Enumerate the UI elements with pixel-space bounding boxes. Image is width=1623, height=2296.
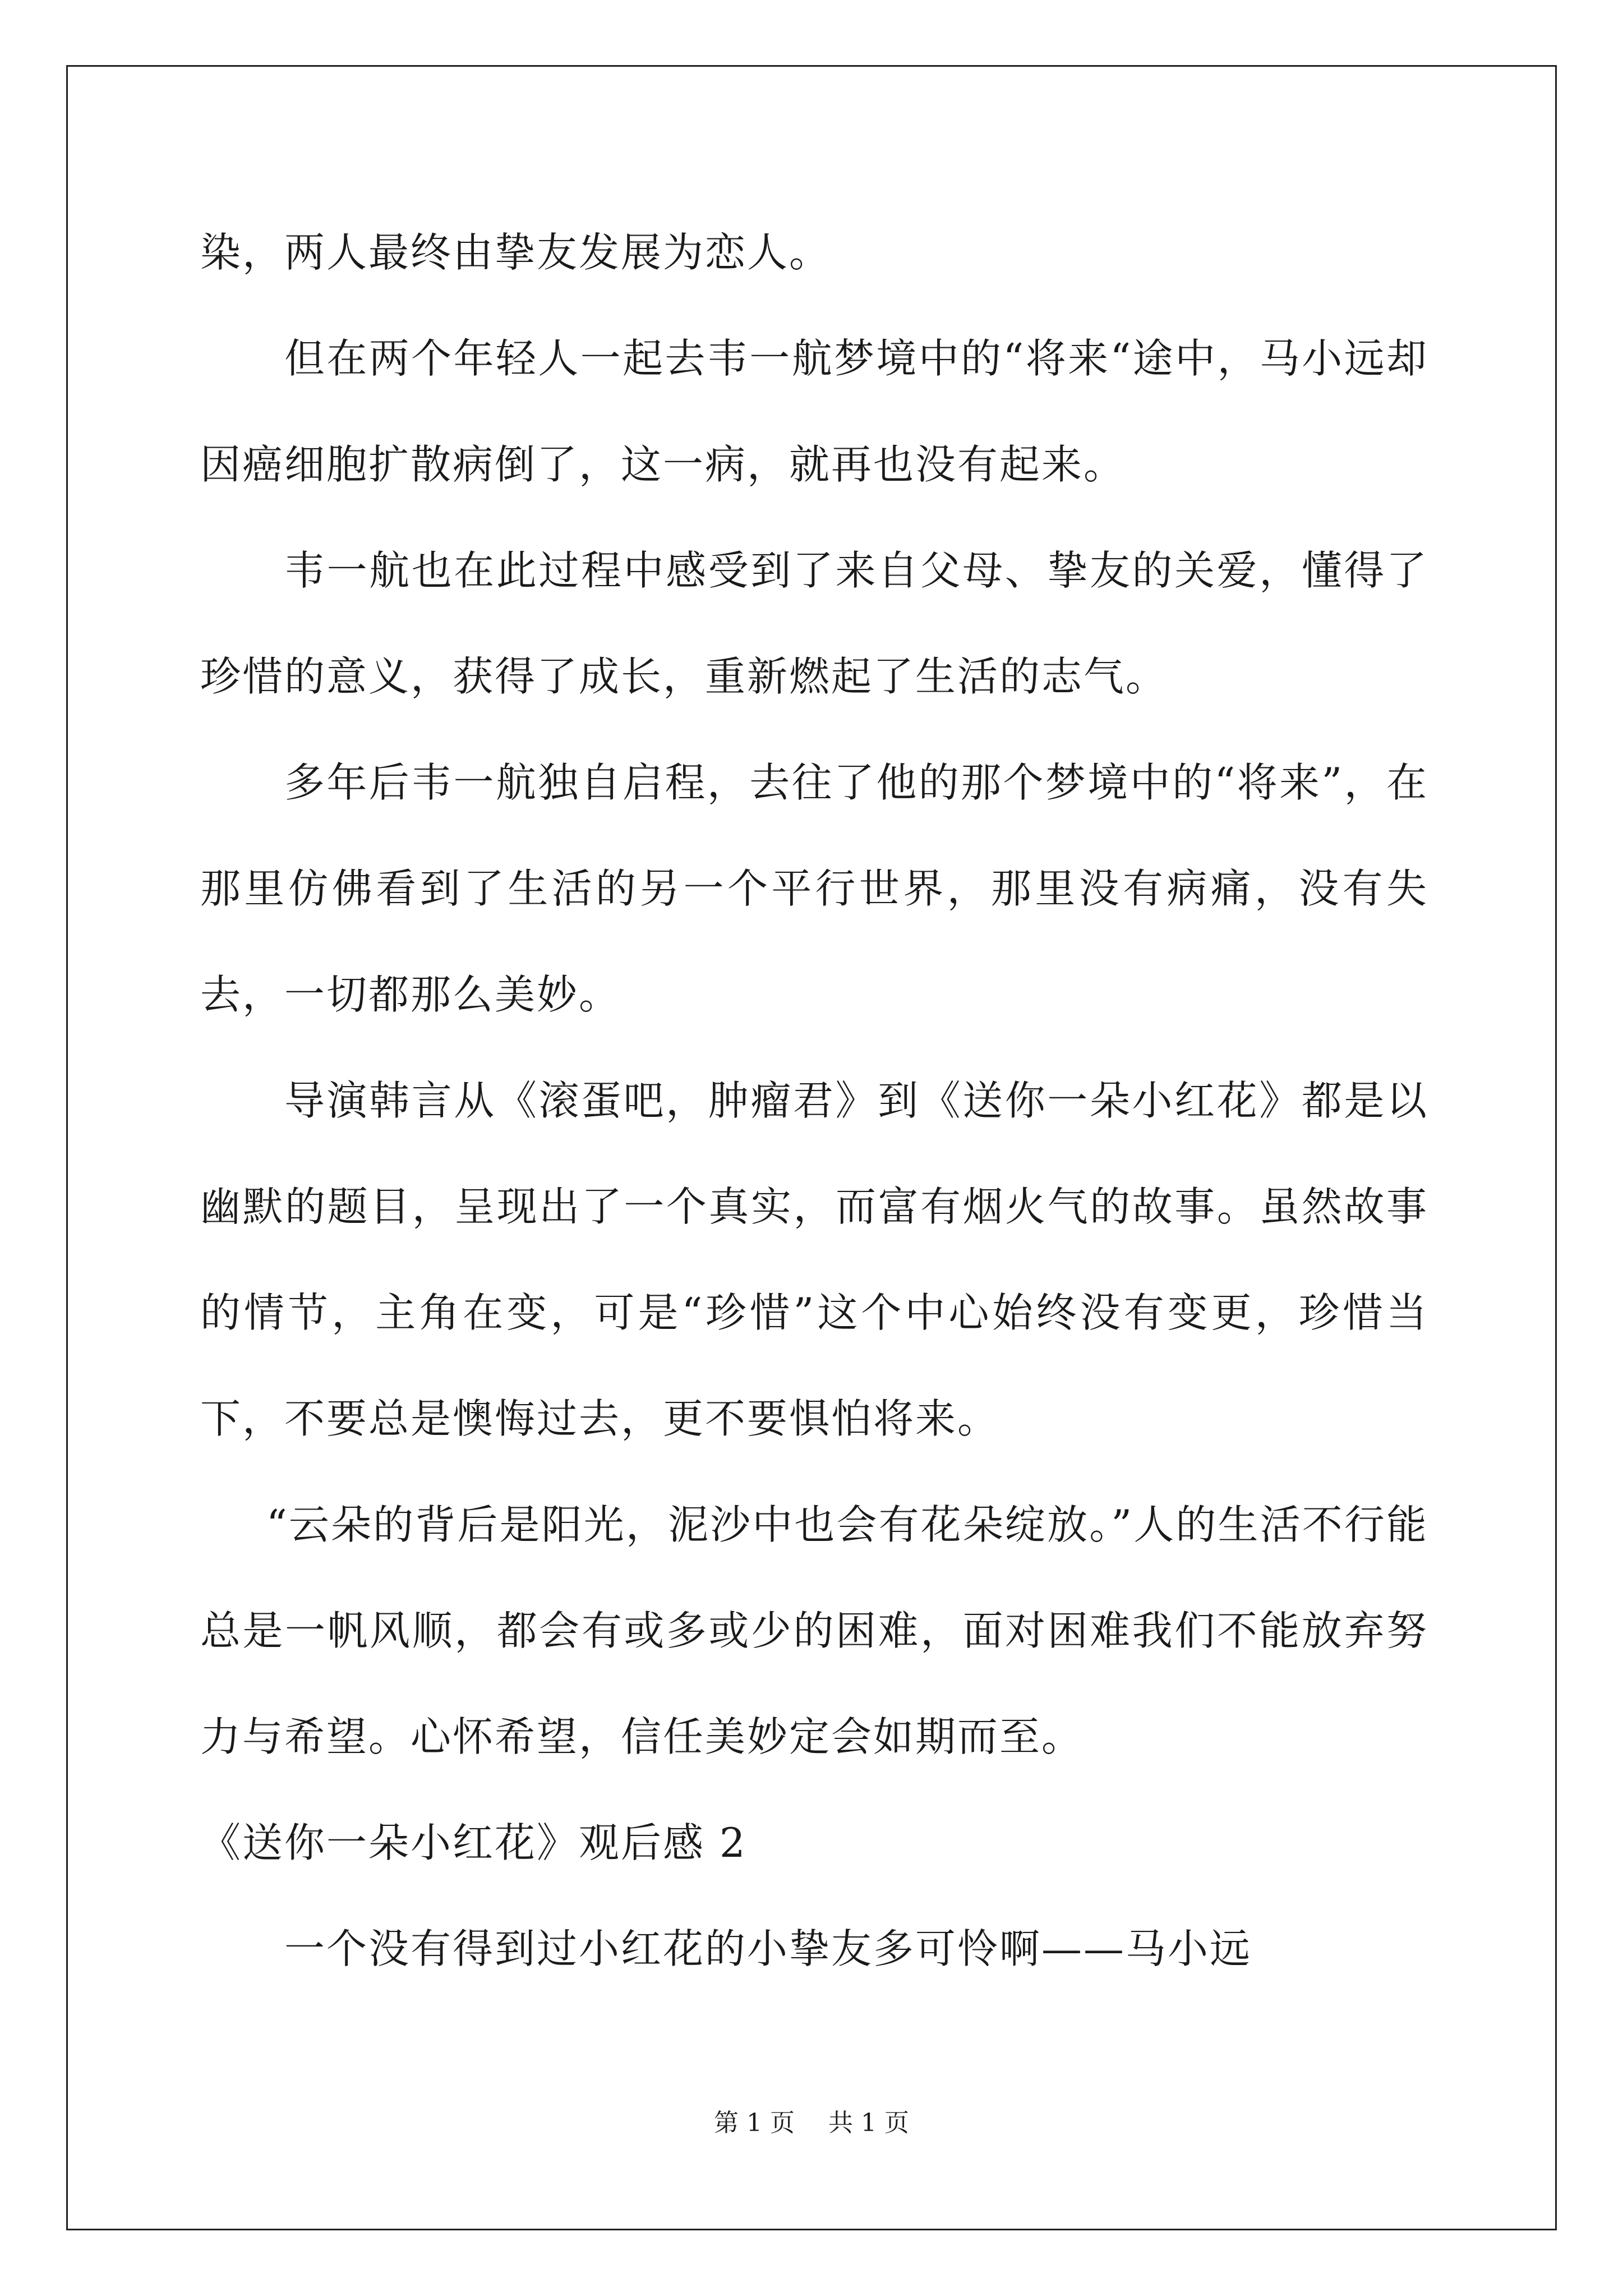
paragraph-5: 导演韩言从《滚蛋吧，肿瘤君》到《送你一朵小红花》都是以幽默的题目，呈现出了一个真实，而富有烟火气的故事。虽然故事的情节，主角在变，可是“珍惜”这个中心始终没有变更，珍惜当下，不要总是懊悔过去，更不要惧怕将来。	[200, 1077, 1428, 1442]
paragraph-4: 多年后韦一航独自启程，去往了他的那个梦境中的“将来”，在那里仿佛看到了生活的另一个平行世界，那里没有病痛，没有失去，一切都那么美妙。	[200, 759, 1428, 1018]
document-body	[200, 200, 1428, 2002]
paragraph-1: 染，两人最终由挚友发展为恋人。	[200, 229, 832, 276]
page-number-current: 第 1 页	[714, 2109, 795, 2137]
page-number-total: 共 1 页	[828, 2109, 909, 2137]
paragraph-6: “云朵的背后是阳光，泥沙中也会有花朵绽放。”人的生活不行能总是一帆风顺，都会有或多或少的困难，面对困难我们不能放弃努力与希望。心怀希望，信任美妙定会如期而至。	[200, 1501, 1428, 1760]
paragraph-7: 一个没有得到过小红花的小挚友多可怜啊——马小远	[284, 1925, 1252, 1972]
paragraph-3: 韦一航也在此过程中感受到了来自父母、挚友的关爱，懂得了珍惜的意义，获得了成长，重新燃起了生活的志气。	[200, 547, 1428, 700]
section-heading: 《送你一朵小红花》观后感 2	[200, 1819, 747, 1866]
page-footer	[0, 2106, 1623, 2140]
paragraph-2: 但在两个年轻人一起去韦一航梦境中的“将来“途中，马小远却因癌细胞扩散病倒了，这一病，就再也没有起来。	[200, 335, 1428, 488]
